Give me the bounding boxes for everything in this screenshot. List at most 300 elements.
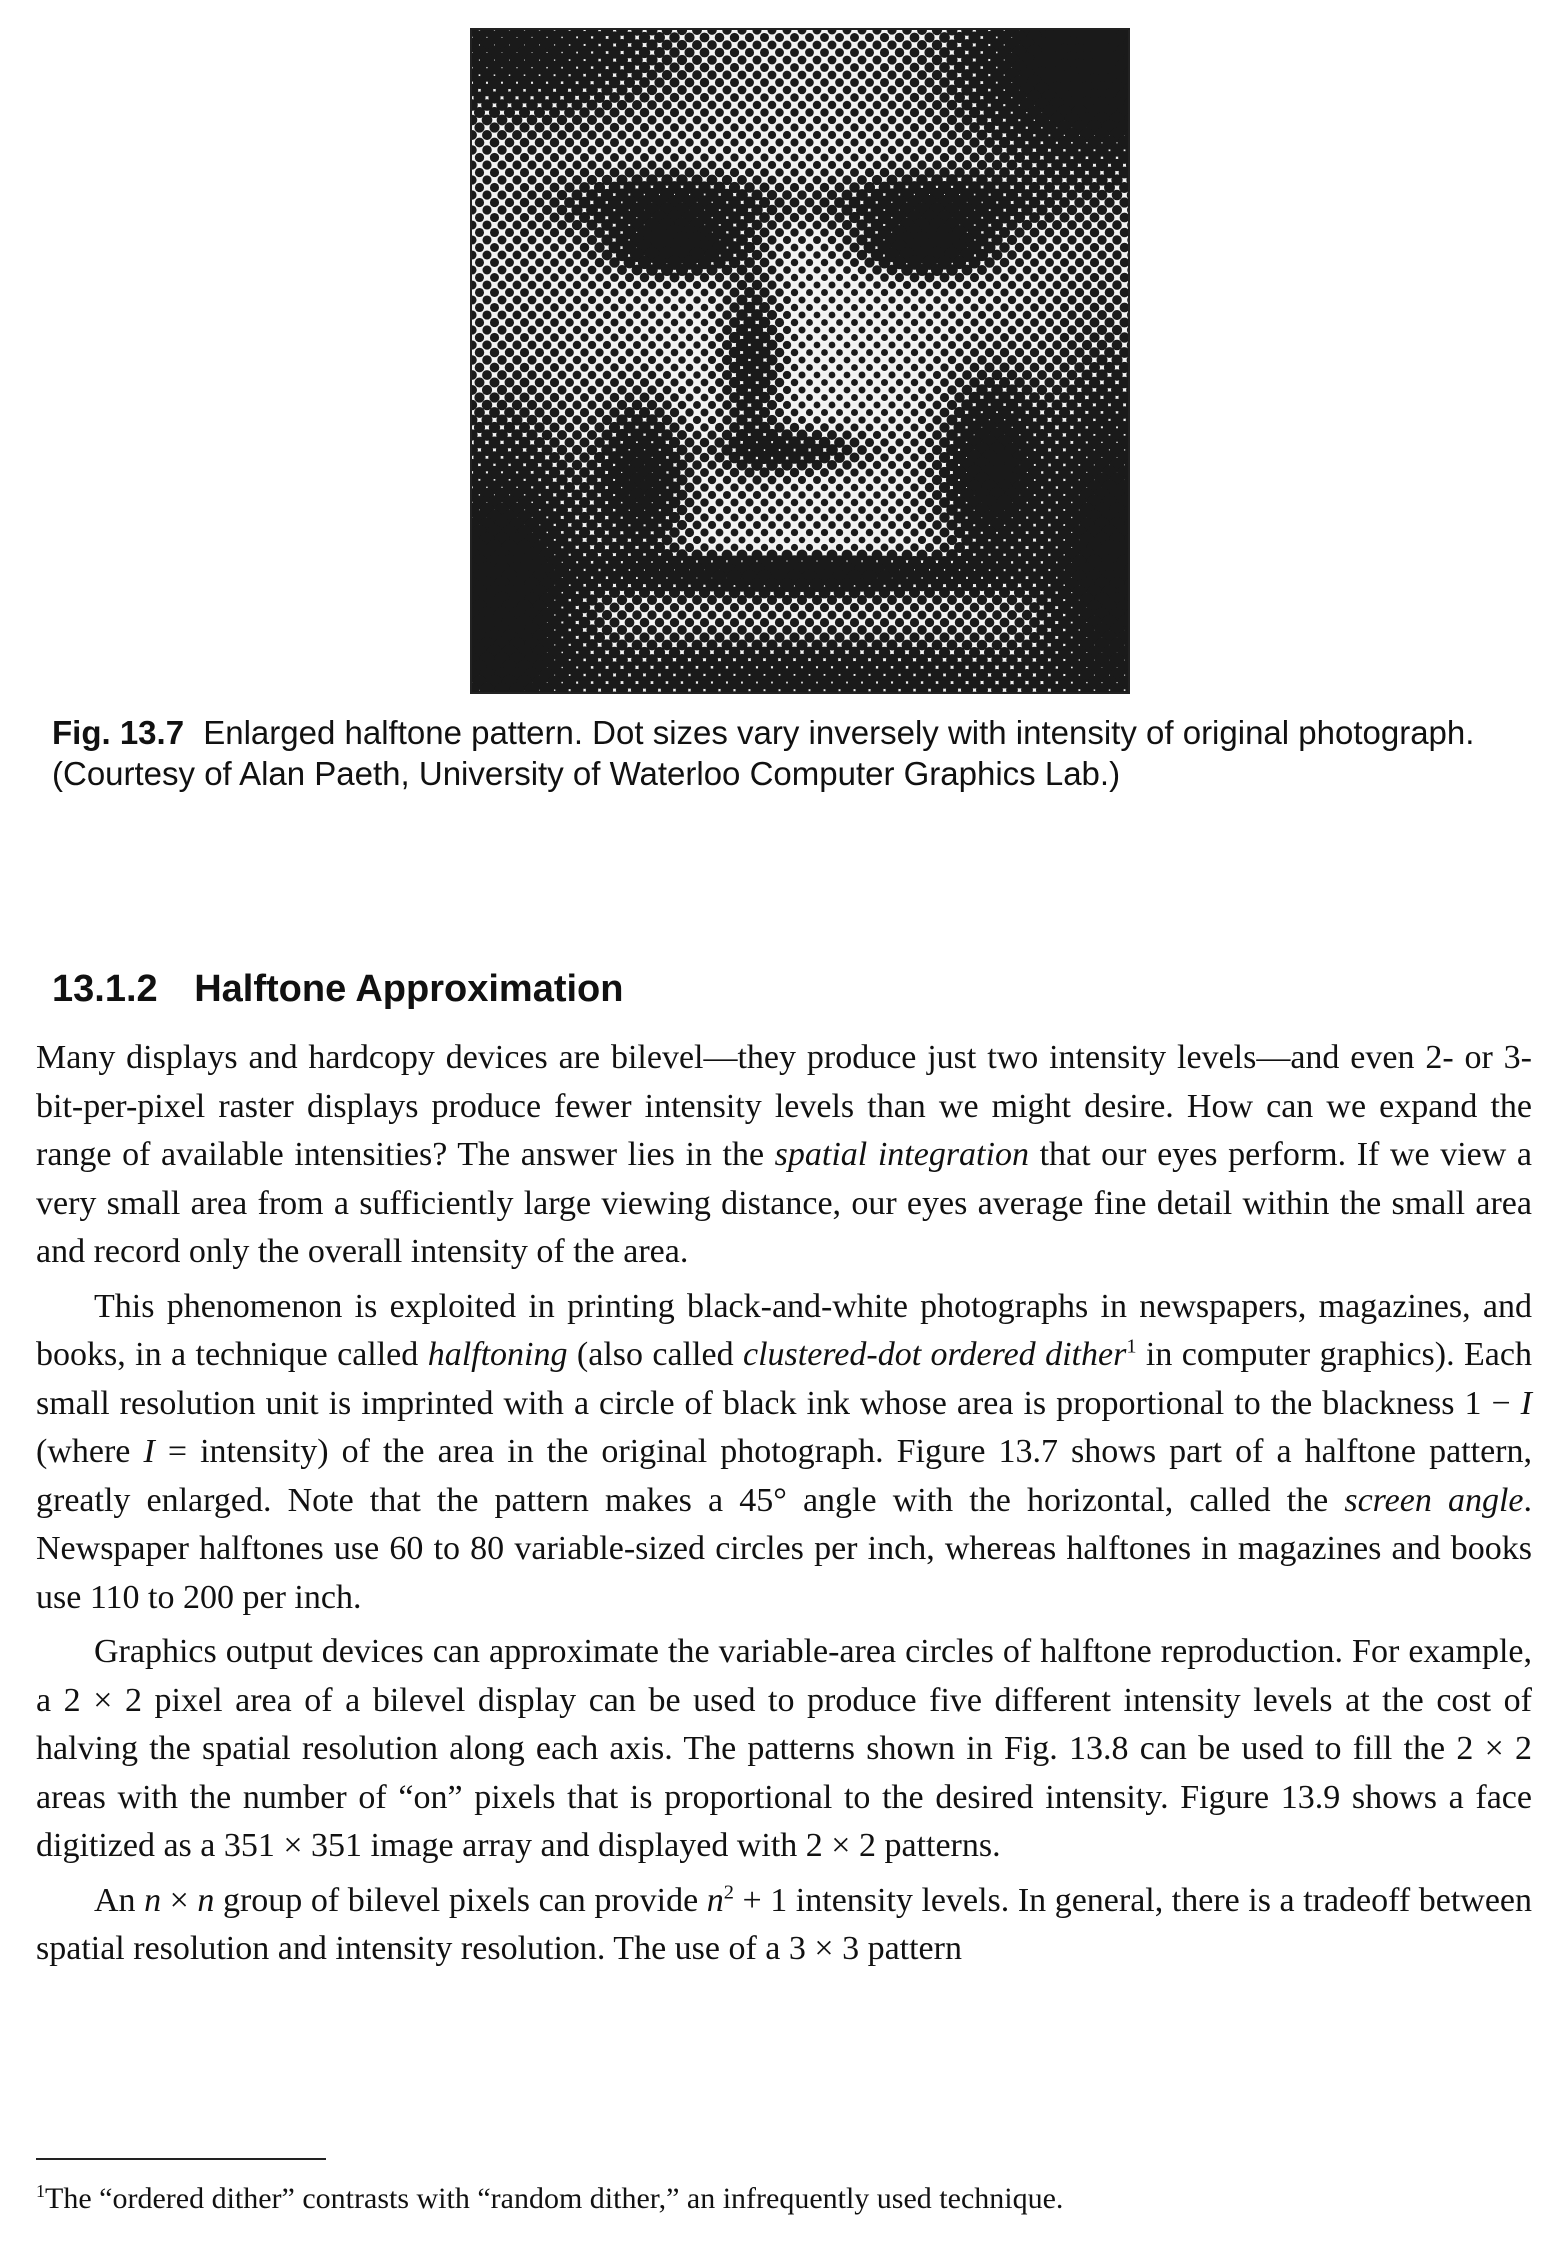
text-run: in computer graphics). Each small resolution unit is imprinted with a circle of black ink whose area is proportional to the blackness 1 − xyxy=(36,1336,1532,1422)
halftone-dot xyxy=(505,348,514,357)
halftone-dot xyxy=(888,131,897,140)
halftone-dot xyxy=(814,387,821,394)
halftone-dot xyxy=(701,289,709,297)
halftone-dot xyxy=(617,160,626,169)
halftone-dot xyxy=(490,288,499,297)
halftone-dot xyxy=(940,363,948,371)
halftone-dot xyxy=(752,265,762,275)
halftone-dot xyxy=(497,385,507,395)
halftone-dot xyxy=(925,468,934,477)
halftone-dot xyxy=(775,333,784,342)
halftone-dot xyxy=(1045,363,1055,373)
halftone-dot xyxy=(715,138,723,146)
halftone-dot xyxy=(948,371,957,380)
halftone-dot xyxy=(827,460,837,470)
halftone-dot xyxy=(873,476,881,484)
halftone-dot xyxy=(708,116,717,125)
halftone-dot xyxy=(1053,281,1062,290)
halftone-dot xyxy=(851,544,858,551)
halftone-dot xyxy=(490,348,499,357)
halftone-dot xyxy=(859,387,866,394)
halftone-dot xyxy=(505,318,514,327)
halftone-dot xyxy=(730,123,738,131)
halftone-dot xyxy=(783,101,791,109)
halftone-dot xyxy=(617,100,627,110)
halftone-dot xyxy=(917,100,927,110)
halftone-dot xyxy=(632,385,642,395)
halftone-dot xyxy=(738,101,747,110)
halftone-dot xyxy=(881,469,889,477)
halftone-dot xyxy=(814,342,821,349)
halftone-dot xyxy=(865,603,874,612)
halftone-dot xyxy=(887,70,896,79)
halftone-dot xyxy=(903,326,910,333)
halftone-dot xyxy=(626,319,634,327)
halftone-dot xyxy=(933,281,942,290)
halftone-dot xyxy=(1030,303,1039,312)
halftone-dot xyxy=(881,364,888,371)
halftone-dot xyxy=(482,190,491,199)
halftone-dot xyxy=(693,401,701,409)
halftone-dot xyxy=(896,364,903,371)
halftone-dot xyxy=(700,603,709,612)
halftone-dot xyxy=(632,115,641,124)
halftone-dot xyxy=(866,424,874,432)
halftone-dot xyxy=(625,618,635,628)
halftone-dot xyxy=(693,311,700,318)
halftone-dot xyxy=(1067,340,1077,350)
halftone-dot xyxy=(1060,258,1069,267)
halftone-dot xyxy=(813,101,821,109)
halftone-dot xyxy=(873,116,882,125)
halftone-dot xyxy=(827,625,837,635)
halftone-dot xyxy=(775,273,783,281)
halftone-dot xyxy=(790,63,799,72)
halftone-face-image xyxy=(472,30,1128,692)
halftone-dot xyxy=(669,32,679,42)
halftone-dot xyxy=(1082,310,1092,320)
halftone-dot xyxy=(783,506,791,514)
halftone-dot xyxy=(881,379,888,386)
halftone-dot xyxy=(984,152,994,162)
halftone-dot xyxy=(669,587,680,598)
halftone-dot xyxy=(520,288,529,297)
halftone-dot xyxy=(768,101,777,110)
halftone-dot xyxy=(498,251,507,260)
halftone-dot xyxy=(633,281,641,289)
halftone-dot xyxy=(865,453,874,462)
halftone-dot xyxy=(730,138,738,146)
halftone-dot xyxy=(684,32,694,42)
halftone-dot xyxy=(805,33,814,42)
halftone-dot xyxy=(513,296,522,305)
halftone-dot xyxy=(881,334,888,341)
halftone-dot xyxy=(1022,250,1031,259)
halftone-dot xyxy=(947,100,957,110)
halftone-dot xyxy=(797,595,807,605)
halftone-dot xyxy=(1000,288,1008,296)
halftone-dot xyxy=(1052,205,1063,216)
halftone-dot xyxy=(805,153,813,161)
halftone-dot xyxy=(814,372,821,379)
halftone-dot xyxy=(692,430,701,439)
halftone-dot xyxy=(738,146,746,154)
halftone-dot xyxy=(557,430,567,440)
halftone-dot xyxy=(813,71,822,80)
halftone-dot xyxy=(932,100,942,110)
halftone-dot xyxy=(572,175,582,185)
halftone-dot xyxy=(843,416,850,423)
halftone-dot xyxy=(776,514,784,522)
halftone-dot xyxy=(775,243,784,252)
halftone-dot xyxy=(761,544,768,551)
halftone-dot xyxy=(1097,325,1107,335)
halftone-dot xyxy=(895,273,904,282)
halftone-dot xyxy=(835,78,844,87)
halftone-dot xyxy=(1104,197,1114,207)
halftone-dot xyxy=(671,349,679,357)
halftone-dot xyxy=(527,160,536,169)
halftone-dot xyxy=(910,93,919,102)
halftone-dot xyxy=(1007,625,1017,635)
halftone-dot xyxy=(588,356,596,364)
halftone-dot xyxy=(821,484,829,492)
halftone-dot xyxy=(535,213,545,223)
halftone-dot xyxy=(700,63,710,73)
halftone-dot xyxy=(722,400,732,410)
halftone-dot xyxy=(857,445,867,455)
halftone-dot xyxy=(926,334,934,342)
halftone-dot xyxy=(1097,235,1106,244)
halftone-dot xyxy=(895,78,904,87)
halftone-dot xyxy=(550,408,560,418)
halftone-dot xyxy=(475,138,485,148)
halftone-dot xyxy=(812,460,823,471)
halftone-dot xyxy=(813,521,821,529)
halftone-dot xyxy=(911,379,919,387)
halftone-dot xyxy=(829,312,836,319)
halftone-dot xyxy=(730,618,739,627)
halftone-dot xyxy=(820,423,829,432)
halftone-dot xyxy=(859,342,866,349)
halftone-dot xyxy=(829,537,836,544)
halftone-dot xyxy=(588,296,596,304)
halftone-dot xyxy=(580,363,589,372)
halftone-dot xyxy=(873,161,882,170)
halftone-dot xyxy=(985,288,993,296)
halftone-dot xyxy=(821,334,828,341)
halftone-dot xyxy=(820,138,828,146)
halftone-dot xyxy=(1008,266,1017,275)
halftone-dot xyxy=(527,370,536,379)
halftone-dot xyxy=(806,544,813,551)
halftone-dot xyxy=(783,491,791,499)
halftone-dot xyxy=(565,258,574,267)
halftone-dot xyxy=(610,303,618,311)
halftone-dot xyxy=(632,265,643,276)
halftone-dot xyxy=(783,116,791,124)
halftone-dot xyxy=(707,460,716,469)
halftone-dot xyxy=(633,371,642,380)
halftone-dot xyxy=(828,146,836,154)
halftone-dot xyxy=(828,491,835,498)
halftone-dot xyxy=(806,529,813,536)
halftone-dot xyxy=(595,258,605,268)
halftone-dot xyxy=(482,325,491,334)
halftone-dot xyxy=(873,71,882,80)
halftone-dot xyxy=(475,213,484,222)
halftone-dot xyxy=(745,483,754,492)
halftone-dot xyxy=(1097,295,1107,305)
halftone-dot xyxy=(625,168,635,178)
halftone-dot xyxy=(594,107,604,117)
halftone-dot xyxy=(686,349,693,356)
halftone-dot xyxy=(534,122,544,132)
halftone-dot xyxy=(902,70,911,79)
halftone-dot xyxy=(1105,228,1115,238)
halftone-dot xyxy=(1007,595,1017,605)
halftone-dot xyxy=(881,514,889,522)
halftone-dot xyxy=(783,311,791,319)
halftone-dot xyxy=(819,197,829,207)
halftone-dot xyxy=(940,408,950,418)
halftone-dot xyxy=(610,123,619,132)
halftone-dot xyxy=(708,521,716,529)
halftone-dot xyxy=(1097,280,1106,289)
halftone-dot xyxy=(947,115,957,125)
halftone-dot xyxy=(550,183,560,193)
halftone-dot xyxy=(528,266,537,275)
halftone-dot xyxy=(872,625,882,635)
halftone-dot xyxy=(828,266,835,273)
halftone-dot xyxy=(940,618,949,627)
halftone-dot xyxy=(737,70,746,79)
halftone-dot xyxy=(693,326,700,333)
halftone-dot xyxy=(549,197,559,207)
halftone-dot xyxy=(879,632,889,642)
halftone-dot xyxy=(1067,220,1077,230)
halftone-dot xyxy=(1089,197,1099,207)
halftone-dot xyxy=(588,281,596,289)
halftone-dot xyxy=(873,401,880,408)
halftone-dot xyxy=(715,123,724,132)
halftone-dot xyxy=(595,348,603,356)
halftone-dot xyxy=(827,595,837,605)
halftone-dot xyxy=(610,168,620,178)
halftone-dot xyxy=(834,212,844,222)
halftone-dot xyxy=(798,386,805,393)
halftone-dot xyxy=(977,160,987,170)
halftone-dot xyxy=(932,610,941,619)
halftone-dot xyxy=(798,56,807,65)
halftone-dot xyxy=(1067,355,1077,365)
halftone-dot xyxy=(633,146,642,155)
halftone-dot xyxy=(829,297,836,304)
halftone-dot xyxy=(685,153,694,162)
halftone-dot xyxy=(738,116,746,124)
halftone-dot xyxy=(722,70,731,79)
halftone-dot xyxy=(505,363,515,373)
halftone-dot xyxy=(692,70,702,80)
halftone-dot xyxy=(1082,295,1091,304)
halftone-dot xyxy=(535,228,544,237)
halftone-dot xyxy=(992,595,1002,605)
halftone-dot xyxy=(573,341,582,350)
halftone-dot xyxy=(722,415,732,425)
halftone-dot xyxy=(842,220,852,230)
halftone-dot xyxy=(903,386,910,393)
halftone-dot xyxy=(783,296,791,304)
halftone-dot xyxy=(490,303,499,312)
halftone-dot xyxy=(685,543,694,552)
halftone-dot xyxy=(595,123,605,133)
halftone-dot xyxy=(639,632,649,642)
halftone-dot xyxy=(700,543,708,551)
halftone-dot xyxy=(791,319,798,326)
halftone-dot xyxy=(1008,311,1017,320)
halftone-dot xyxy=(836,334,843,341)
halftone-dot xyxy=(617,115,627,125)
halftone-dot xyxy=(1052,370,1062,380)
halftone-dot xyxy=(692,625,702,635)
halftone-dot xyxy=(708,506,716,514)
halftone-dot xyxy=(888,296,895,303)
halftone-dot xyxy=(700,138,708,146)
paragraph-4 xyxy=(36,1877,1532,1974)
halftone-dot xyxy=(550,168,559,177)
halftone-dot xyxy=(985,273,994,282)
halftone-dot xyxy=(851,274,859,282)
halftone-dot xyxy=(940,603,949,612)
halftone-dot xyxy=(791,274,798,281)
halftone-dot xyxy=(948,326,956,334)
halftone-dot xyxy=(767,205,778,216)
halftone-dot xyxy=(618,281,626,289)
halftone-dot xyxy=(872,265,882,275)
halftone-dot xyxy=(866,484,874,492)
halftone-dot xyxy=(602,160,611,169)
halftone-dot xyxy=(970,318,978,326)
halftone-dot xyxy=(662,400,672,410)
halftone-dot xyxy=(903,461,911,469)
halftone-dot xyxy=(573,371,582,380)
halftone-dot xyxy=(490,153,499,162)
halftone-dot xyxy=(663,296,671,304)
halftone-dot xyxy=(474,392,484,402)
halftone-dot xyxy=(880,138,888,146)
halftone-dot xyxy=(722,460,732,470)
halftone-dot xyxy=(955,153,965,163)
halftone-dot xyxy=(881,349,888,356)
halftone-dot xyxy=(618,341,626,349)
halftone-dot xyxy=(1023,281,1032,290)
halftone-dot xyxy=(768,506,776,514)
footnote-reference: 1 xyxy=(1126,1335,1137,1358)
halftone-dot xyxy=(1053,266,1062,275)
halftone-dot xyxy=(924,32,934,42)
halftone-dot xyxy=(895,543,903,551)
halftone-dot xyxy=(497,325,506,334)
halftone-dot xyxy=(805,168,813,176)
halftone-dot xyxy=(1097,250,1106,259)
halftone-dot xyxy=(895,93,904,102)
halftone-dot xyxy=(910,513,918,521)
halftone-dot xyxy=(558,326,567,335)
halftone-dot xyxy=(910,528,918,536)
halftone-dot xyxy=(917,70,927,80)
halftone-dot xyxy=(707,40,717,50)
halftone-dot xyxy=(767,595,777,605)
halftone-dot xyxy=(910,108,919,117)
halftone-dot xyxy=(752,625,762,635)
halftone-dot xyxy=(895,168,905,178)
halftone-dot xyxy=(603,281,611,289)
halftone-dot xyxy=(783,401,791,409)
halftone-dot xyxy=(767,220,777,230)
halftone-dot xyxy=(858,506,866,514)
halftone-dot xyxy=(475,258,484,267)
halftone-dot xyxy=(903,281,911,289)
halftone-dot xyxy=(565,378,574,387)
halftone-dot xyxy=(925,498,934,507)
section-number: 13.1.2 xyxy=(52,968,158,1010)
halftone-dot xyxy=(482,385,492,395)
halftone-dot xyxy=(527,340,536,349)
halftone-dot xyxy=(776,499,784,507)
halftone-dot xyxy=(873,491,881,499)
halftone-dot xyxy=(692,610,701,619)
halftone-dot xyxy=(640,123,649,132)
halftone-dot xyxy=(603,296,611,304)
halftone-dot xyxy=(858,41,867,50)
halftone-dot xyxy=(655,273,665,283)
halftone-dot xyxy=(813,131,821,139)
halftone-dot xyxy=(549,422,559,432)
halftone-dot xyxy=(760,63,769,72)
halftone-dot xyxy=(580,333,588,341)
halftone-dot xyxy=(903,356,910,363)
halftone-dot xyxy=(738,131,746,139)
halftone-dot xyxy=(948,356,956,364)
halftone-dot xyxy=(482,295,491,304)
halftone-dot xyxy=(700,423,709,432)
halftone-dot xyxy=(565,228,575,238)
halftone-dot xyxy=(715,348,724,357)
halftone-dot xyxy=(693,521,702,530)
halftone-dot xyxy=(970,153,980,163)
halftone-dot xyxy=(775,363,785,373)
halftone-dot xyxy=(1007,235,1017,245)
halftone-dot xyxy=(851,514,859,522)
halftone-dot xyxy=(745,603,754,612)
halftone-dot xyxy=(932,490,942,500)
halftone-dot xyxy=(835,168,844,177)
halftone-dot xyxy=(497,160,506,169)
halftone-dot xyxy=(984,362,994,372)
halftone-dot xyxy=(798,356,805,363)
halftone-dot xyxy=(1030,333,1039,342)
halftone-dot xyxy=(978,341,987,350)
halftone-dot xyxy=(692,445,702,455)
halftone-dot xyxy=(805,423,814,432)
halftone-dot xyxy=(969,587,980,598)
halftone-dot xyxy=(962,595,972,605)
halftone-dot xyxy=(580,138,589,147)
halftone-dot xyxy=(799,537,805,543)
halftone-dot xyxy=(1000,303,1008,311)
halftone-dot xyxy=(887,55,896,64)
halftone-dot xyxy=(722,370,732,380)
